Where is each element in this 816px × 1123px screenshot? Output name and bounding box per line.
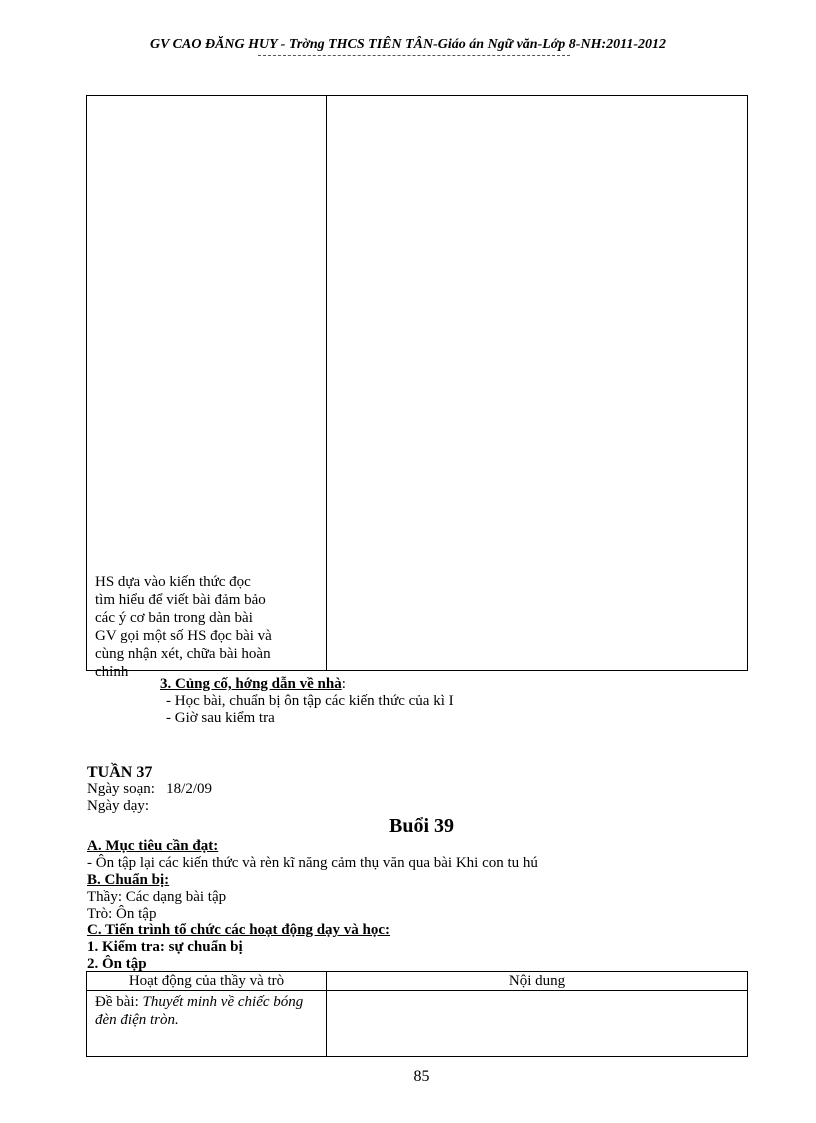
prep-date-row [87, 781, 212, 798]
section-c-item-1: 1. Kiểm tra: sự chuẩn bị [87, 939, 243, 955]
activity-line: HS dựa vào kiến thức đọc [95, 574, 251, 590]
prep-date-label: Ngày soạn: [87, 781, 155, 797]
section-b-teacher: Thầy: Các dạng bài tập [87, 889, 227, 905]
teach-date-label: Ngày dạy: [87, 798, 150, 814]
activity-line: GV gọi một số HS đọc bài và [95, 628, 272, 644]
section-c-heading: C. Tiến trình tổ chức các hoạt động dạy và học: [87, 922, 391, 938]
consolidation-item: - Học bài, chuẩn bị ôn tập các kiến thức của kì I [166, 693, 454, 709]
activity-cell-text [95, 573, 323, 681]
header-divider [258, 55, 570, 56]
assignment-topic: Thuyết minh về chiếc bóng đèn điện tròn. [95, 994, 304, 1028]
section-b-heading: B. Chuẩn bị: [87, 872, 170, 888]
table-column-divider [326, 96, 327, 670]
activity-line: tìm hiểu để viết bài đảm bảo [95, 592, 266, 608]
lesson-title: Buổi 39 [388, 815, 455, 837]
activity-table-continued [86, 95, 748, 680]
consolidation-colon: : [341, 676, 346, 692]
table-header-rule [87, 990, 747, 991]
consolidation-heading: 3. Củng cố, hớng dẫn về nhà [160, 676, 342, 692]
activity-line: các ý cơ bản trong dàn bài [95, 610, 253, 626]
section-c-item-2: 2. Ôn tập [87, 956, 147, 972]
page-number: 85 [413, 1068, 430, 1085]
activity-line: cùng nhận xét, chữa bài hoàn [95, 646, 271, 662]
page-header: GV CAO ĐĂNG HUY - Trờng THCS TIÊN TÂN-Giáo án Ngữ văn-Lớp 8-NH:2011-2012 [149, 37, 667, 52]
column-header-activities: Hoạt động của thầy và trò [128, 973, 285, 989]
activity-line: chỉnh [95, 664, 129, 680]
section-b-student: Trò: Ôn tập [87, 906, 157, 922]
prep-date-value: 18/2/09 [166, 781, 212, 797]
section-a-text: - Ôn tập lại các kiến thức và rèn kĩ năng cảm thụ văn qua bài Khi con tu hú [87, 855, 538, 871]
review-activity-table [86, 971, 748, 1057]
consolidation-item: - Giờ sau kiểm tra [166, 710, 275, 726]
section-a-heading: A. Mục tiêu cần đạt: [87, 838, 219, 854]
column-header-content: Nội dung [508, 973, 566, 989]
assignment-label: Đề bài: [95, 994, 143, 1010]
week-title: TUẦN 37 [87, 764, 153, 781]
consolidation-heading-row [160, 676, 346, 693]
assignment-cell [95, 993, 325, 1029]
